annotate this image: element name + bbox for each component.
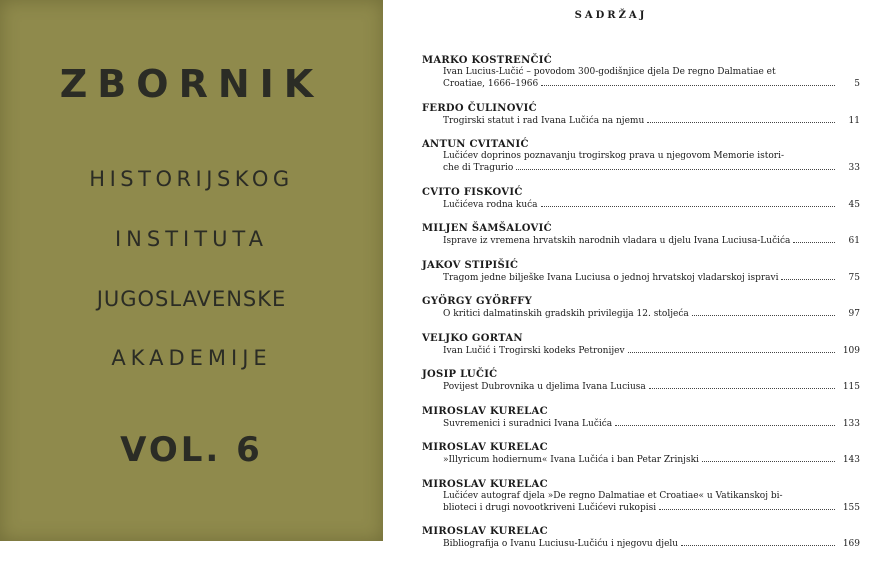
entry-page-number: 169 — [842, 539, 860, 549]
contents-entry — [422, 478, 860, 514]
entry-title-line — [422, 418, 860, 430]
entry-title: Lučićev autograf djela »De regno Dalmatiae et Croatiae« u Vatikanskoj bi- — [443, 490, 783, 501]
entry-title-line — [422, 78, 860, 90]
entry-title: O kritici dalmatinskih gradskih privilegija 12. stoljeća — [443, 309, 689, 319]
contents-entry — [422, 525, 860, 550]
dot-leader — [628, 345, 835, 353]
entry-title-line — [422, 454, 860, 466]
entry-page-number: 75 — [848, 272, 860, 283]
entry-author: MIROSLAV KURELAC — [422, 442, 548, 453]
entry-title-line — [422, 235, 860, 247]
entry-title-line — [422, 502, 860, 514]
contents-entry — [422, 138, 860, 174]
entry-title-line — [422, 491, 860, 502]
cover-title-historijskog: HISTORIJSKOG — [89, 167, 294, 191]
contents-entry — [422, 222, 860, 247]
entry-title-line — [422, 151, 860, 162]
contents-entry — [422, 368, 860, 393]
entry-title: Lučićeva rodna kuća — [443, 199, 538, 210]
entry-title: Ivan Lučić i Trogirski kodeks Petronijev — [443, 345, 625, 356]
book-cover — [0, 0, 383, 541]
entry-title: che di Tragurio — [443, 163, 514, 173]
entry-title: Isprave iz vremena hrvatskih narodnih vladara u djelu Ivana Luciusa-Lučića — [443, 236, 791, 246]
entry-author: JAKOV STIPIŠIĆ — [422, 259, 519, 271]
entry-author: FERDO ČULINOVIĆ — [422, 102, 537, 114]
dot-leader — [541, 78, 835, 86]
entry-author: MARKO KOSTRENČIĆ — [422, 55, 553, 66]
cover-title-akademije: AKADEMIJE — [111, 346, 272, 370]
dot-leader — [659, 502, 835, 510]
entry-author: MIROSLAV KURELAC — [422, 478, 548, 490]
contents-entry — [422, 441, 860, 466]
entry-page-number: 143 — [842, 455, 860, 465]
entry-page-number: 109 — [842, 345, 860, 356]
contents-page — [402, 0, 870, 549]
dot-leader — [692, 308, 835, 316]
cover-volume: VOL. 6 — [120, 430, 263, 470]
entry-title-line — [422, 538, 860, 550]
dot-leader — [781, 272, 835, 280]
entry-page-number: 45 — [848, 199, 860, 210]
entry-author: JOSIP LUČIĆ — [422, 369, 498, 380]
entry-title: Trogirski statut i rad Ivana Lučića na njemu — [443, 115, 645, 126]
contents-entry — [422, 332, 860, 357]
entry-title-line — [422, 115, 860, 127]
entry-title: Povijest Dubrovnika u djelima Ivana Luciusa — [443, 382, 646, 392]
entry-title-line — [422, 67, 860, 78]
entry-author: GYÖRGY GYÖRFFY — [422, 296, 533, 307]
dot-leader — [647, 115, 835, 123]
entry-title: Bibliografija o Ivanu Luciusu-Lučiću i njegovu djelu — [443, 539, 679, 549]
entry-page-number: 61 — [848, 236, 860, 246]
entry-author: ANTUN CVITANIĆ — [422, 139, 529, 150]
entry-title-line — [422, 272, 860, 284]
cover-title-zbornik: ZBORNIK — [59, 62, 324, 106]
entry-author: MILJEN ŠAMŠALOVIĆ — [422, 223, 552, 234]
dot-leader — [681, 538, 835, 546]
entry-page-number: 155 — [842, 502, 860, 513]
entry-title: Croatiae, 1666–1966 — [443, 79, 539, 89]
entry-page-number: 133 — [842, 418, 860, 429]
entry-author: MIROSLAV KURELAC — [422, 405, 548, 417]
contents-entry — [422, 54, 860, 90]
entry-page-number: 11 — [848, 115, 860, 126]
entry-page-number: 115 — [842, 382, 860, 392]
dot-leader — [541, 199, 835, 207]
entry-title: Lučićev doprinos poznavanju trogirskog prava u njegovom Memorie istori- — [443, 151, 784, 161]
contents-entry — [422, 186, 860, 211]
contents-entry — [422, 405, 860, 430]
entry-title-line — [422, 199, 860, 211]
entry-title: »Illyricum hodiernum« Ivana Lučića i ban Petar Zrinjski — [443, 455, 699, 465]
entry-title-line — [422, 345, 860, 357]
contents-heading: SADRŽAJ — [574, 10, 648, 21]
entry-title-line — [422, 381, 860, 393]
entry-author: MIROSLAV KURELAC — [422, 526, 548, 537]
cover-title-jugoslavenske: JUGOSLAVENSKE — [96, 287, 287, 311]
entry-title-line — [422, 308, 860, 320]
entry-author: VELJKO GORTAN — [422, 332, 523, 344]
entry-title: Tragom jedne bilješke Ivana Luciusa o jednoj hrvatskoj vladarskoj ispravi — [443, 272, 779, 283]
entry-author: CVITO FISKOVIĆ — [422, 186, 523, 198]
dot-leader — [649, 381, 835, 389]
entry-title-line — [422, 162, 860, 174]
entry-title: Suvremenici i suradnici Ivana Lučića — [443, 418, 613, 429]
dot-leader — [793, 235, 835, 243]
dot-leader — [615, 418, 835, 426]
cover-title-instituta: INSTITUTA — [114, 227, 268, 251]
entry-title: blioteci i drugi novootkriveni Lučićevi rukopisi — [443, 502, 657, 513]
contents-entry — [422, 259, 860, 284]
entry-page-number: 97 — [848, 309, 860, 319]
entry-page-number: 33 — [848, 163, 860, 173]
contents-list — [422, 54, 860, 562]
entry-title: Ivan Lucius-Lučić – povodom 300-godišnjice djela De regno Dalmatiae et — [443, 67, 776, 77]
contents-entry — [422, 102, 860, 127]
dot-leader — [516, 162, 835, 170]
contents-entry — [422, 295, 860, 320]
dot-leader — [702, 454, 835, 462]
entry-page-number: 5 — [854, 79, 860, 89]
